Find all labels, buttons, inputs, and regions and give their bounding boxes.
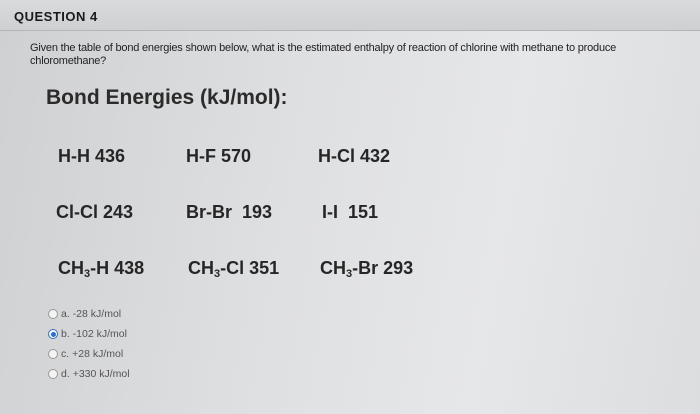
bond-energy-ch3br: $CH_3-Br$ 293 bbox=[320, 258, 414, 280]
radio-button-icon[interactable] bbox=[48, 369, 58, 379]
option-b[interactable]: b. -102 kJ/mol bbox=[48, 324, 130, 344]
answer-options bbox=[48, 304, 130, 384]
bond-energies-heading: Bond Energies (kJ/mol): bbox=[46, 86, 288, 109]
radio-button-selected-icon[interactable] bbox=[48, 329, 58, 339]
bond-energy-brbr: Br-Br 193 bbox=[186, 202, 273, 222]
option-c[interactable]: c. +28 kJ/mol bbox=[48, 344, 130, 364]
bond-energy-hf: H-F 570 bbox=[186, 146, 252, 166]
question-header bbox=[0, 0, 700, 31]
question-title: QUESTION 4 bbox=[14, 9, 98, 24]
radio-button-icon[interactable] bbox=[48, 309, 58, 319]
bond-energy-ch3h: $CH_3-H$ 438 bbox=[58, 258, 145, 280]
bond-energy-ii: I-I 151 bbox=[322, 202, 379, 222]
radio-button-icon[interactable] bbox=[48, 349, 58, 359]
question-prompt: Given the table of bond energies shown below, what is the estimated enthalpy of reaction of chlorine with methane to produce chloromethane? bbox=[30, 42, 617, 67]
option-a[interactable]: a. -28 kJ/mol bbox=[48, 304, 130, 324]
option-d[interactable]: d. +330 kJ/mol bbox=[48, 364, 130, 384]
bond-energy-hcl: H-Cl 432 bbox=[318, 146, 391, 166]
bond-energy-hh: H-H 436 bbox=[58, 146, 126, 166]
bond-energy-ch3cl: $CH_3-Cl$ 351 bbox=[188, 258, 280, 280]
bond-energy-clcl: Cl-Cl 243 bbox=[56, 202, 134, 222]
